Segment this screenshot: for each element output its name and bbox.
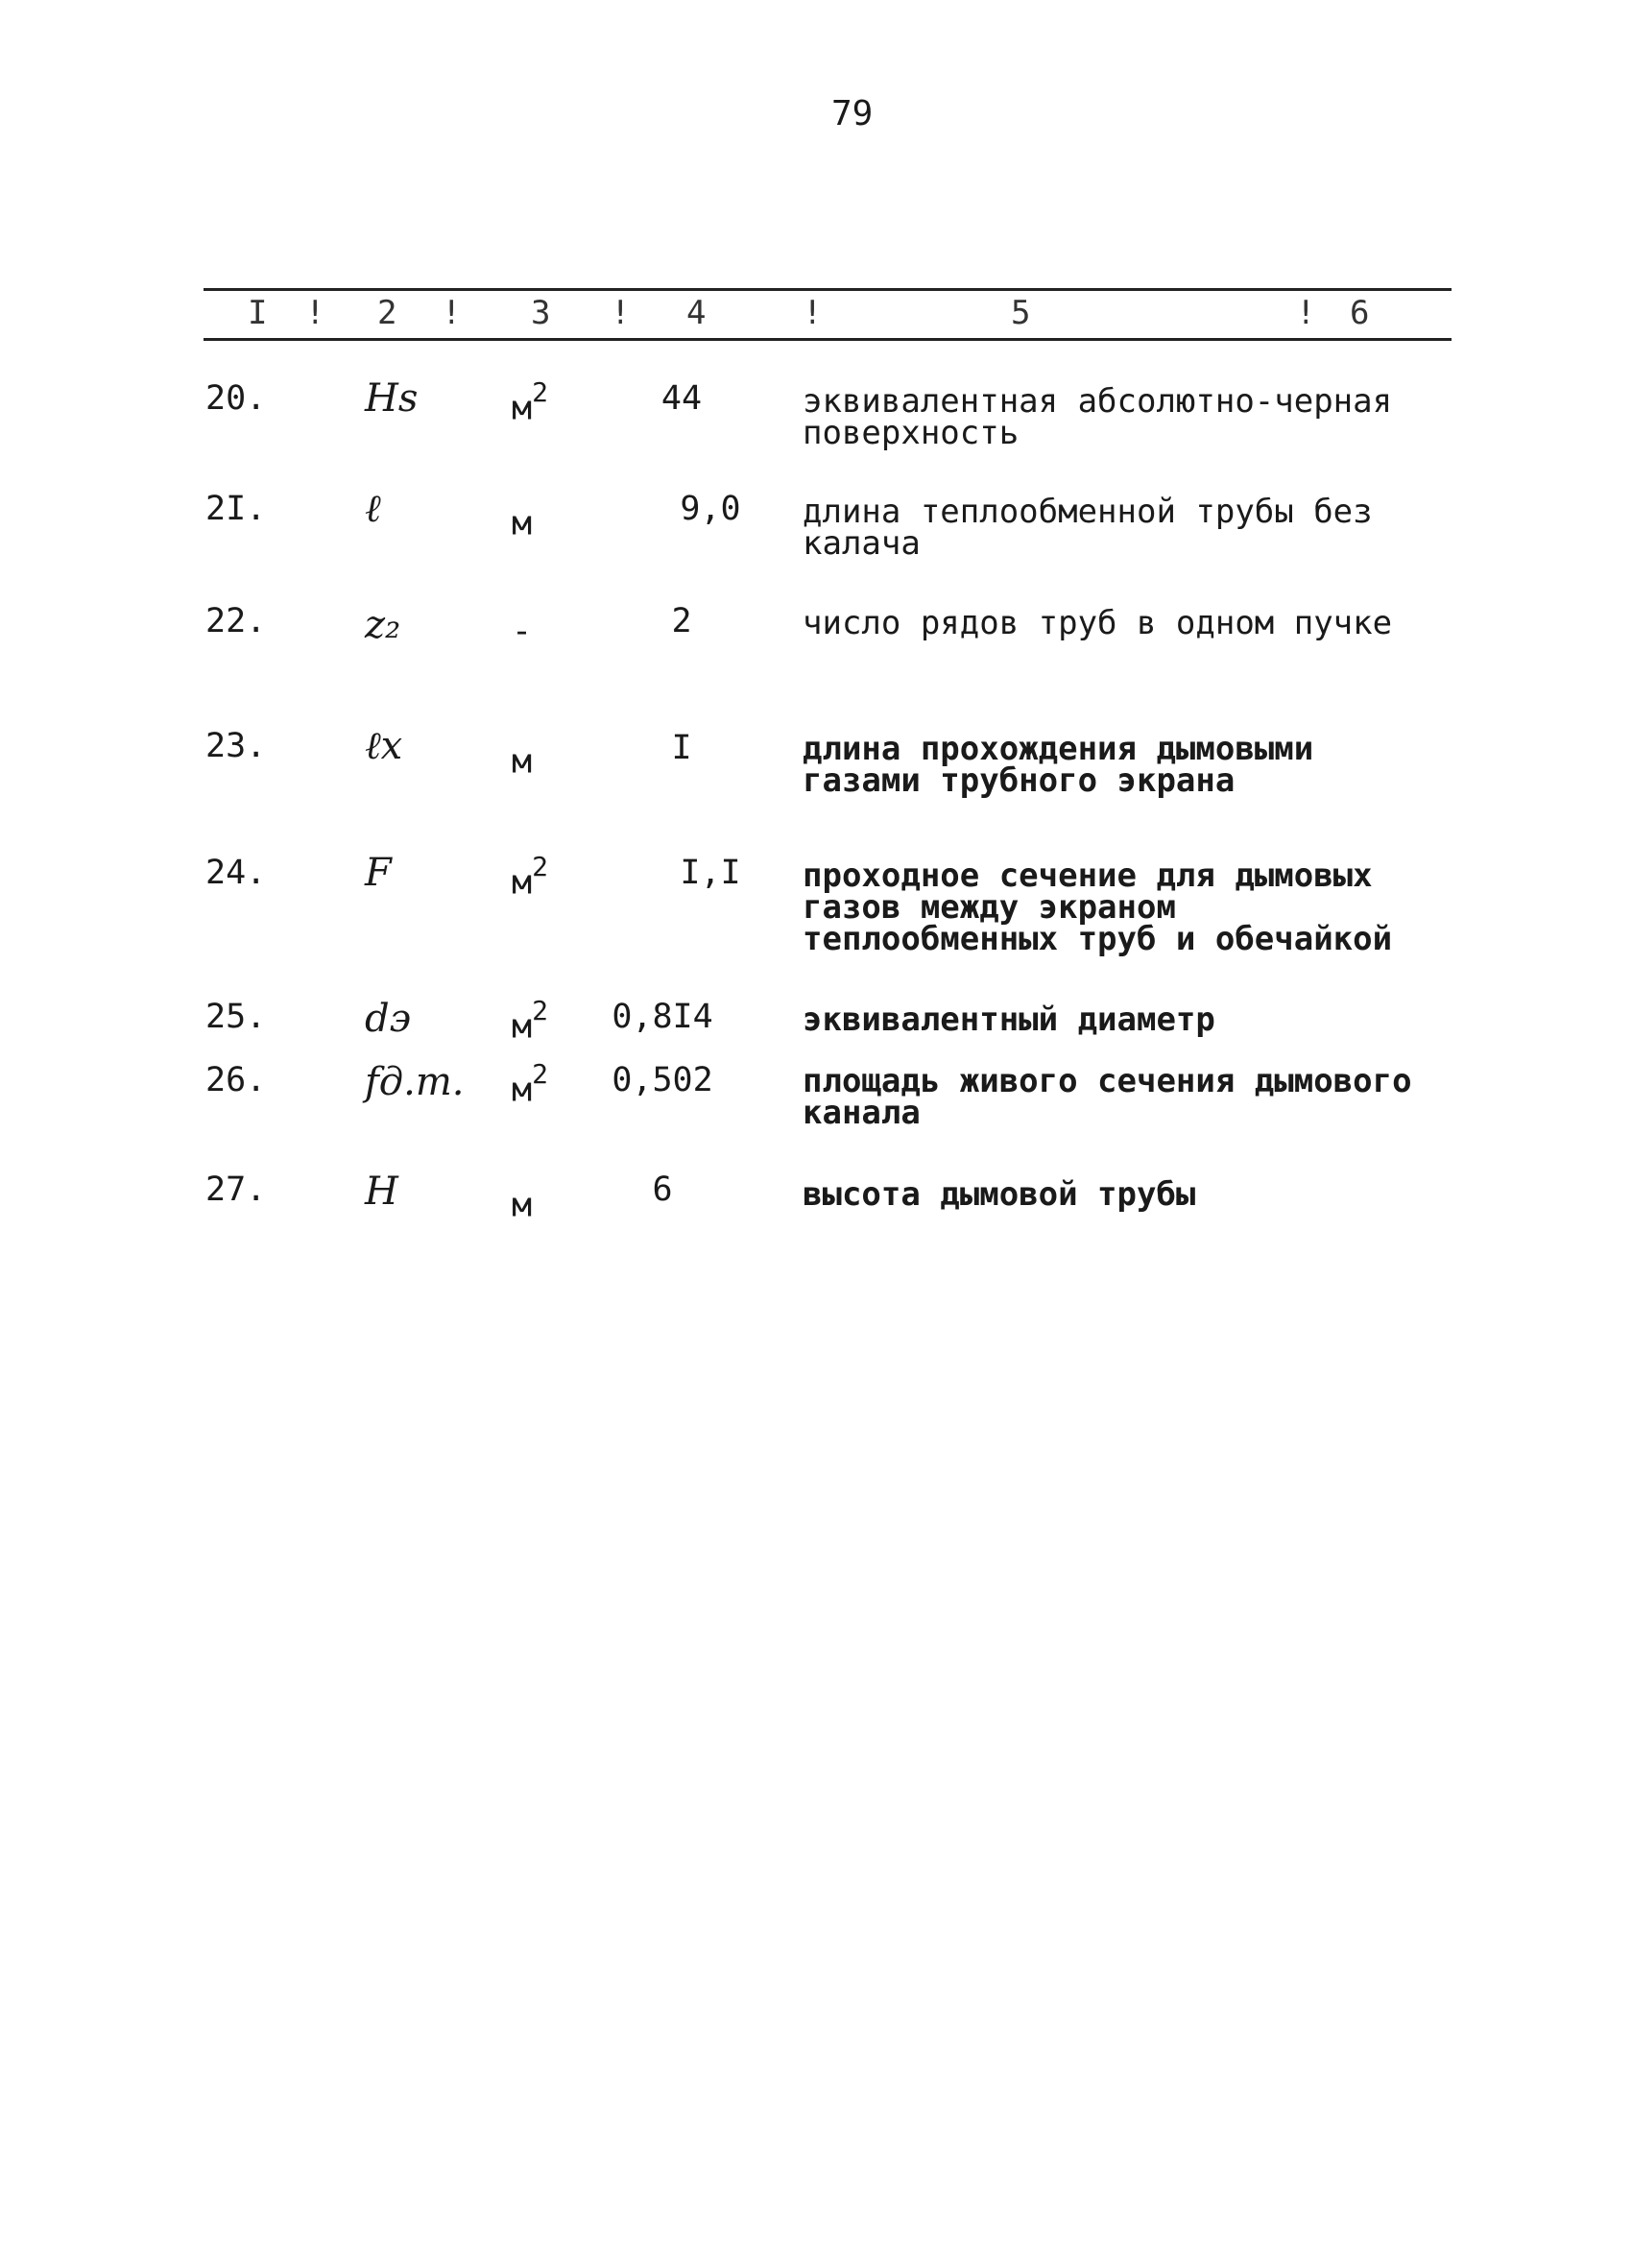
unit-text: м (512, 389, 533, 428)
unit-text: м (512, 742, 533, 782)
row-description: длина прохождения дымовыми газами трубного экрана (803, 730, 1314, 800)
unit-exponent: 2 (532, 851, 548, 882)
header-col-4: 4 (686, 294, 707, 332)
row-number: 23. (205, 727, 267, 765)
unit-text: м (512, 504, 533, 543)
row-description: эквивалентный диаметр (803, 1001, 1215, 1039)
row-value: 2 (671, 602, 692, 640)
row-number: 20. (205, 379, 267, 418)
row-number: 26. (205, 1061, 267, 1099)
row-unit (512, 1058, 548, 1110)
row-description: число рядов труб в одном пучке (803, 604, 1393, 642)
row-symbol: F (365, 851, 392, 895)
header-col-5: 5 (1011, 294, 1031, 332)
row-symbol: Hs (365, 376, 419, 421)
row-value: 0,502 (612, 1061, 713, 1099)
row-symbol: dэ (365, 997, 412, 1041)
header-col-2: 2 (377, 294, 397, 332)
unit-text: - (512, 612, 533, 651)
row-number: 2I. (205, 490, 267, 528)
header-col-3: 3 (531, 294, 551, 332)
table-top-rule (204, 288, 1452, 291)
row-description: площадь живого сечения дымового канала (803, 1062, 1412, 1132)
row-unit (512, 995, 548, 1047)
row-value: I,I (680, 854, 741, 892)
row-number: 25. (205, 998, 267, 1036)
row-number: 22. (205, 602, 267, 640)
unit-exponent: 2 (532, 376, 548, 408)
row-unit (512, 497, 532, 541)
row-unit (512, 376, 548, 428)
header-col-6: 6 (1350, 294, 1370, 332)
row-description: высота дымовой трубы (803, 1175, 1196, 1214)
header-separator: ! (305, 294, 325, 332)
row-symbol: H (365, 1170, 398, 1214)
row-number: 27. (205, 1170, 267, 1209)
row-symbol: fд.т. (365, 1060, 465, 1104)
table-header-rule (204, 338, 1452, 341)
row-unit (512, 851, 548, 903)
header-separator: ! (611, 294, 631, 332)
unit-text: м (512, 1071, 533, 1110)
row-description: длина теплообменной трубы без калача (803, 493, 1373, 563)
row-value: 44 (660, 379, 703, 418)
row-symbol: ℓ (365, 487, 381, 531)
unit-text: м (512, 863, 533, 903)
header-separator: ! (803, 294, 823, 332)
row-value: 0,8I4 (612, 998, 713, 1036)
row-value: 9,0 (680, 490, 741, 528)
row-number: 24. (205, 854, 267, 892)
page-number: 79 (831, 94, 874, 133)
row-value: 6 (652, 1170, 673, 1209)
row-unit (512, 1179, 533, 1225)
header-separator: ! (1296, 294, 1316, 332)
row-symbol: z₂ (365, 603, 401, 647)
header-separator: ! (442, 294, 462, 332)
row-description: проходное сечение для дымовых газов между экраном теплообменных труб и обечайкой (803, 857, 1393, 958)
row-unit (512, 605, 533, 651)
row-description: эквивалентная абсолютно-черная поверхность (803, 382, 1393, 452)
row-symbol: ℓx (365, 724, 403, 768)
unit-exponent: 2 (532, 1058, 548, 1090)
unit-text: м (512, 1007, 533, 1047)
row-value: I (671, 729, 692, 767)
unit-text: м (512, 1186, 533, 1225)
unit-exponent: 2 (532, 995, 548, 1026)
header-col-1: I (248, 294, 268, 332)
row-unit (512, 736, 533, 782)
